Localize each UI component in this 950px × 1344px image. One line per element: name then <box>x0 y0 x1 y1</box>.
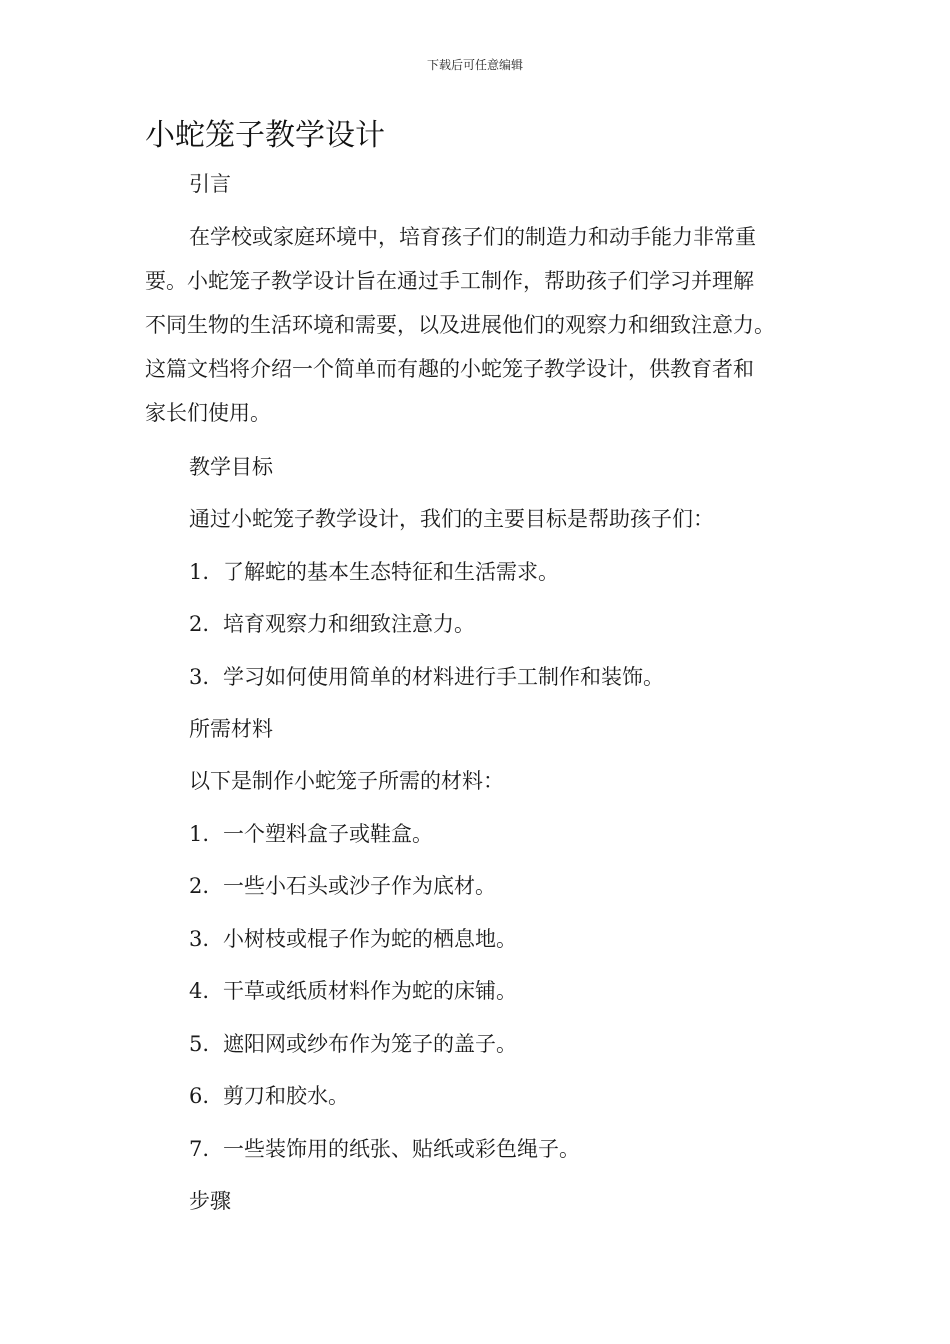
list-item-text: 培育观察力和细致注意力。 <box>223 612 475 636</box>
list-item-number: 2. <box>189 874 210 898</box>
list-item-number: 3. <box>189 665 210 689</box>
list-item-number: 4. <box>189 979 210 1003</box>
list-item <box>189 1134 580 1164</box>
document-title: 小蛇笼子教学设计 <box>145 118 385 153</box>
section-heading-goals: 教学目标 <box>189 455 273 479</box>
list-item-number: 3. <box>189 927 210 951</box>
list-item-text: 遮阳网或纱布作为笼子的盖子。 <box>223 1032 517 1056</box>
list-item-text: 剪刀和胶水。 <box>223 1084 349 1108</box>
list-item <box>189 924 517 954</box>
list-item-number: 2. <box>189 612 210 636</box>
list-item-text: 一些装饰用的纸张、贴纸或彩色绳子。 <box>223 1137 580 1161</box>
list-item-text: 一些小石头或沙子作为底材。 <box>223 874 496 898</box>
materials-lead: 以下是制作小蛇笼子所需的材料： <box>189 769 504 793</box>
list-item-number: 5. <box>189 1032 210 1056</box>
list-item <box>189 871 496 901</box>
list-item <box>189 976 517 1006</box>
list-item-number: 1. <box>189 822 210 846</box>
goals-lead: 通过小蛇笼子教学设计，我们的主要目标是帮助孩子们： <box>189 507 714 531</box>
list-item <box>189 819 433 849</box>
list-item-text: 一个塑料盒子或鞋盒。 <box>223 822 433 846</box>
intro-paragraph-line: 不同生物的生活环境和需要，以及进展他们的观察力和细致注意力。 <box>145 313 775 337</box>
page-header: 下载后可任意编辑 <box>426 58 523 72</box>
list-item-number: 7. <box>189 1137 210 1161</box>
list-item <box>189 662 664 692</box>
list-item-text: 了解蛇的基本生态特征和生活需求。 <box>223 560 559 584</box>
section-heading-materials: 所需材料 <box>189 717 273 741</box>
list-item <box>189 609 475 639</box>
intro-paragraph-line: 这篇文档将介绍一个简单而有趣的小蛇笼子教学设计，供教育者和 <box>145 357 754 381</box>
intro-paragraph-line: 在学校或家庭环境中，培育孩子们的制造力和动手能力非常重 <box>189 225 756 249</box>
list-item <box>189 1081 349 1111</box>
list-item <box>189 1029 517 1059</box>
section-heading-intro: 引言 <box>189 172 231 196</box>
section-heading-steps: 步骤 <box>189 1189 231 1213</box>
intro-paragraph-line: 家长们使用。 <box>145 401 271 425</box>
list-item-text: 小树枝或棍子作为蛇的栖息地。 <box>223 927 517 951</box>
intro-paragraph-line: 要。小蛇笼子教学设计旨在通过手工制作，帮助孩子们学习并理解 <box>145 269 754 293</box>
list-item-number: 1. <box>189 560 210 584</box>
list-item-number: 6. <box>189 1084 210 1108</box>
list-item-text: 学习如何使用简单的材料进行手工制作和装饰。 <box>223 665 664 689</box>
list-item-text: 干草或纸质材料作为蛇的床铺。 <box>223 979 517 1003</box>
list-item <box>189 557 559 587</box>
